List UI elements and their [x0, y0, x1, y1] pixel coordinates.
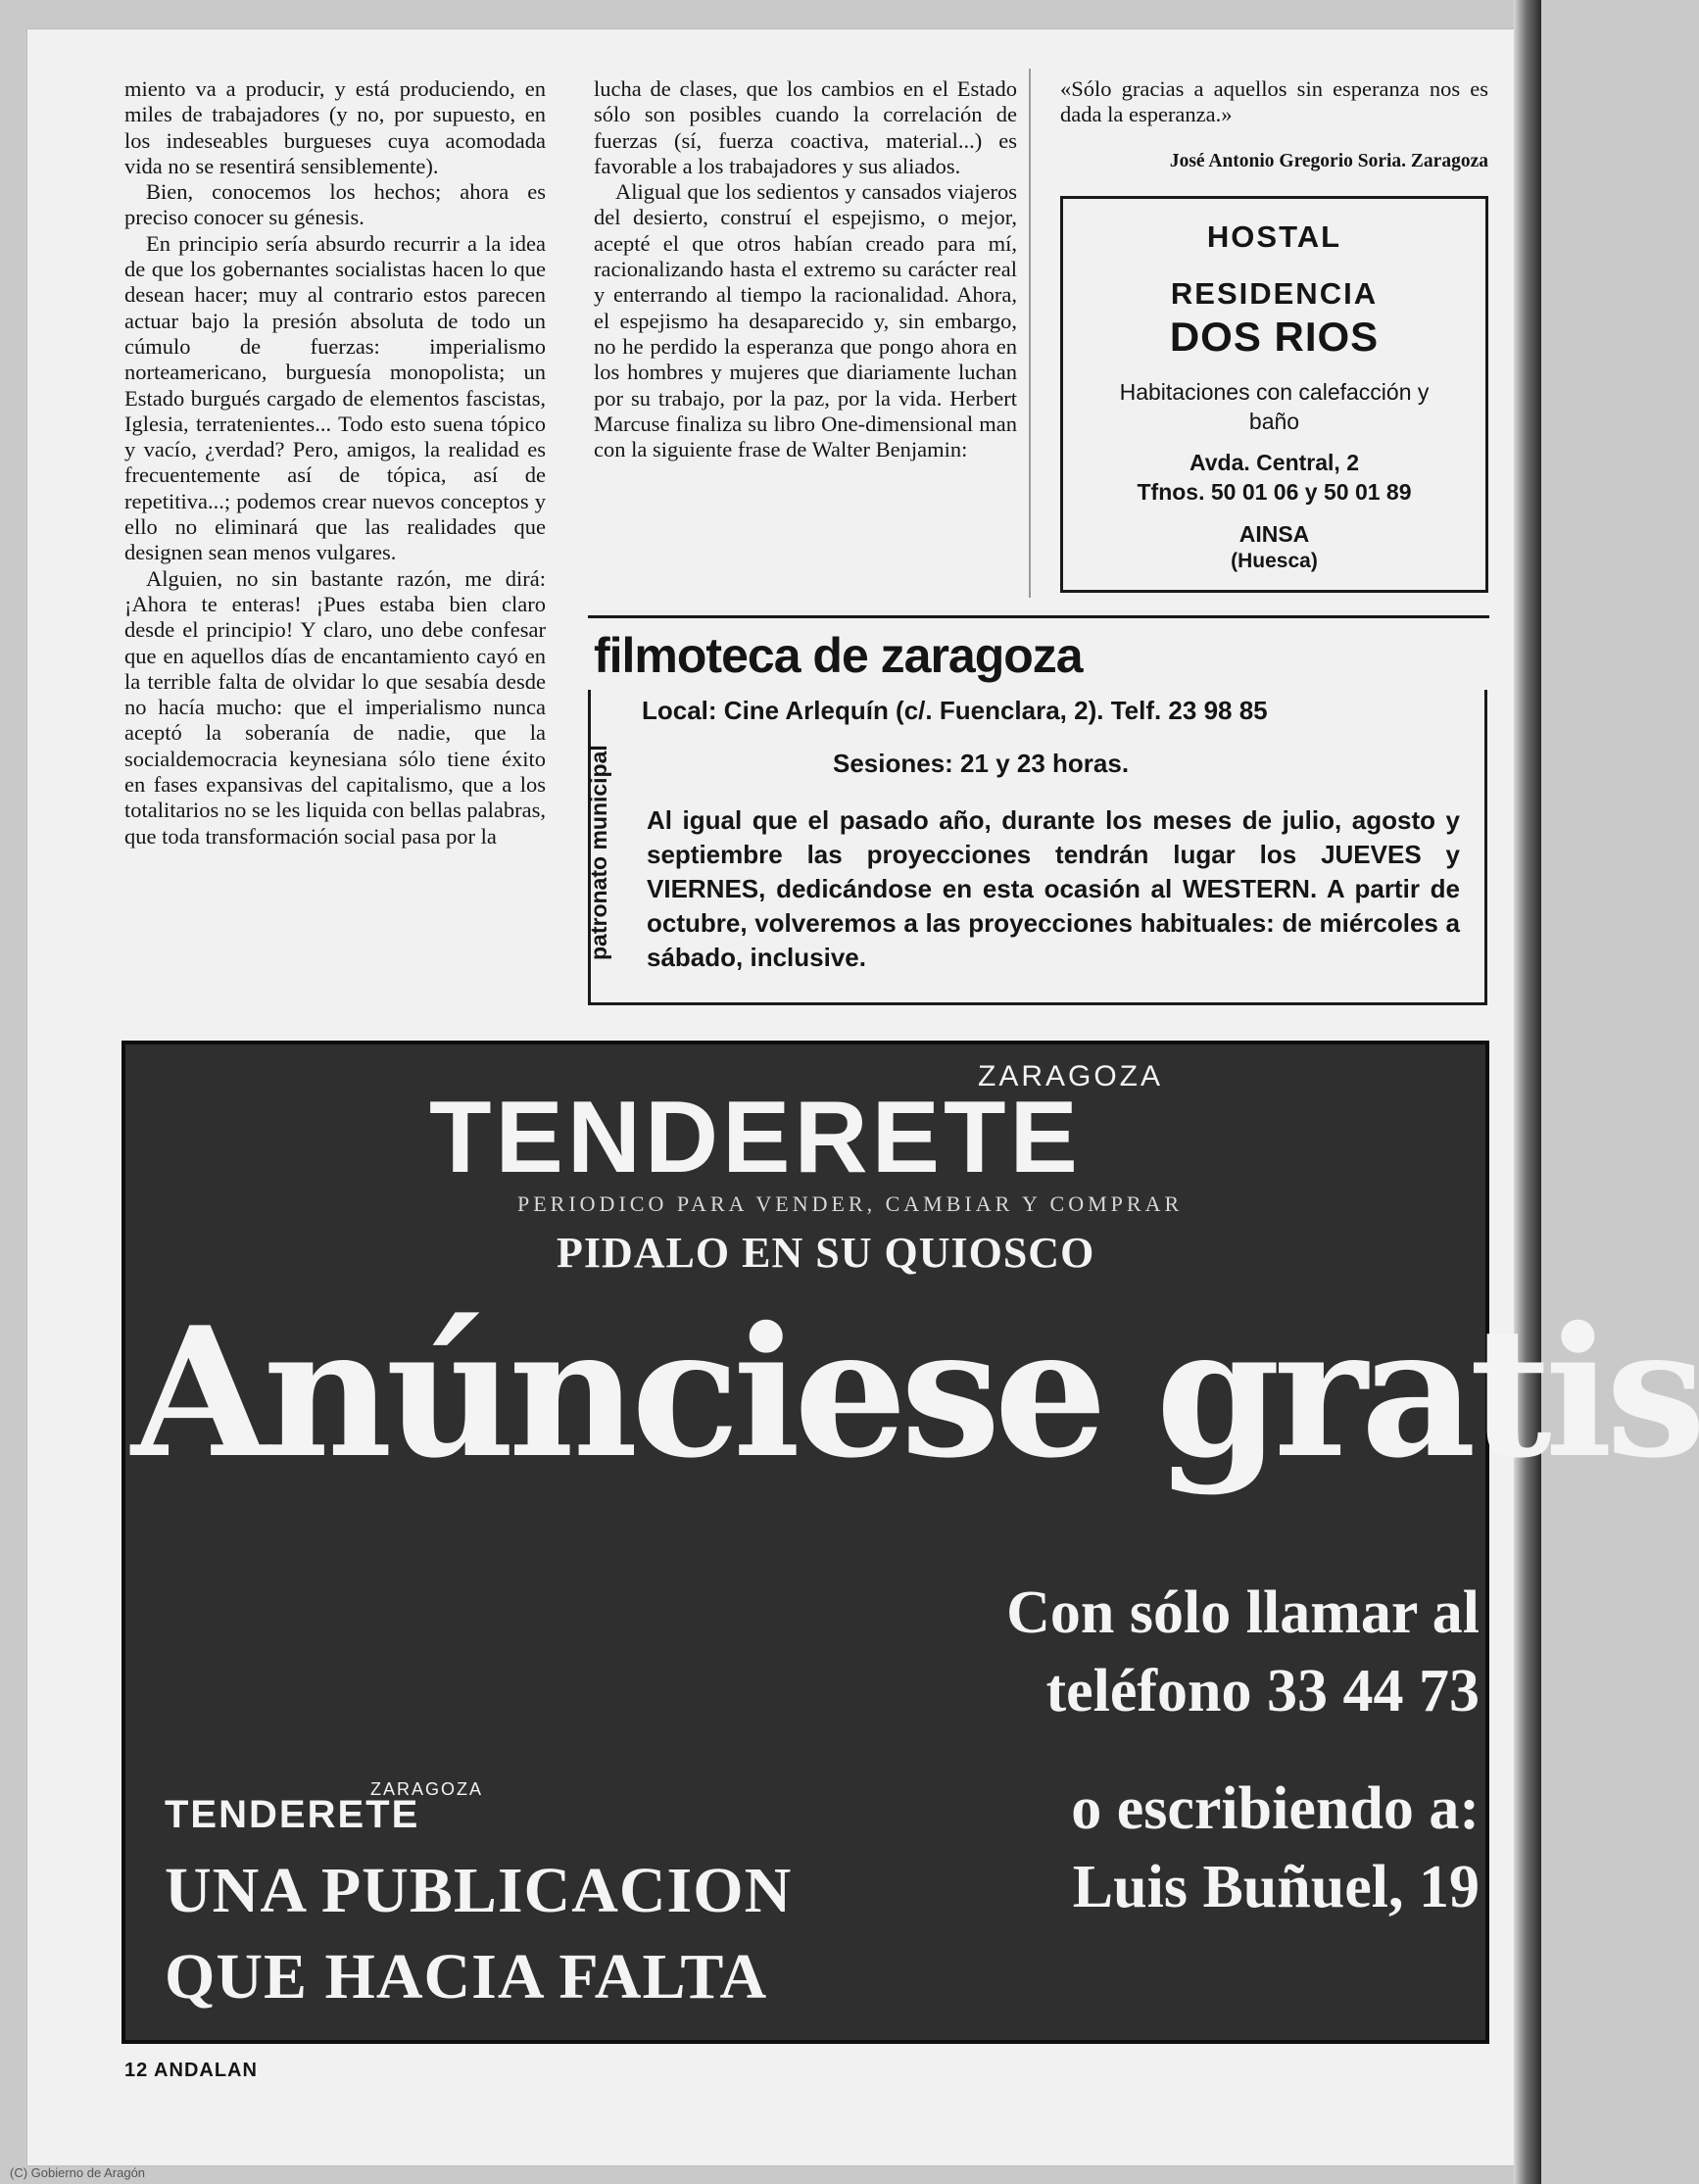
paragraph: En principio sería absurdo recurrir a la idea de que los gobernantes socialistas hacen lo que desean hacer; muy al contrario estos parecen actuar bajo la presión absoluta de todo un cúmulo de fuerzas: imperialismo norteamericano, burguesía monopolista; un Estado burgués cargado de elementos fascistas, Iglesia, terratenientes... Todo esto suena tópico y vacío, ¿verdad? Pero, amigos, la realidad es frecuentemente así de tópica, así de repetitiva...; podemos crear nuevos conceptos y ello no eliminará que las realidades que designen sean menos vulgares. [124, 230, 546, 565]
hostal-name: DOS RIOS [1169, 314, 1380, 360]
ad-write-text [1071, 1770, 1480, 1926]
patronato-label: patronato municipal [586, 745, 611, 960]
section-rule [588, 615, 1489, 618]
filmoteca-body: Al igual que el pasado año, durante los meses de julio, agosto y septiembre las proyecciones tendrán lugar los JUEVES y VIERNES, dedicándose en esta ocasión al WESTERN. A partir de octubre, volveremos a las proyecciones habituales: de miércoles a sábado, inclusive. [647, 805, 1460, 972]
ad-slogan [165, 1848, 792, 2020]
ad-call-text [1006, 1574, 1480, 1730]
ad-small-city: ZARAGOZA [370, 1779, 484, 1799]
hostal-province: (Huesca) [1231, 550, 1318, 572]
filmoteca-venue: Local: Cine Arlequín (c/. Fuenclara, 2). Telf. 23 98 85 [642, 696, 1268, 725]
filmoteca-title: filmoteca de zaragoza [594, 628, 1083, 683]
hostal-address: Avda. Central, 2 [1189, 450, 1359, 475]
hostal-label: HOSTAL [1206, 219, 1342, 254]
filmoteca-sessions: Sesiones: 21 y 23 horas. [833, 749, 1130, 778]
ad-phone-line: teléfono 33 44 73 [1045, 1658, 1480, 1724]
paragraph: Aligual que los sedientos y cansados viajeros del desierto, construí el espejismo, o mejor, acepté el que otros habían creado para mí, racionalizando hasta el extremo su carácter real y enterrando al tiempo la racionalidad. Ahora, el espejismo ha desaparecido y, sin embargo, no he perdido la esperanza que pongo ahora en los hombres y mujeres que diariamente luchan por su trabajo, por la paz, por la vida. Herbert Marcuse finaliza su libro One-dimensional man con la siguiente frase de Walter Benjamin: [594, 179, 1017, 462]
article-author: José Antonio Gregorio Soria. Zaragoza [1169, 151, 1488, 171]
hostal-advert [1060, 196, 1488, 593]
tenderete-advert [121, 1041, 1699, 2044]
paragraph: miento va a producir, y está produciendo, en miles de trabajadores (y no, por supuesto, en los indeseables burgueses cuya acomodada vida no se resentirá sensiblemente). [124, 76, 546, 178]
hostal-town: AINSA [1238, 521, 1310, 547]
ad-write-line: o escribiendo a: [1071, 1775, 1480, 1842]
hostal-rooms: Habitaciones con calefacción y baño [1119, 379, 1430, 434]
ad-headline: Anúnciese gratis [131, 1287, 1699, 1497]
ad-small-brand: TENDERETE [165, 1793, 420, 1836]
ad-city: ZARAGOZA [978, 1060, 1164, 1092]
page-edge [1514, 0, 1541, 2184]
page-footer: 12 ANDALAN [124, 2060, 258, 2081]
ad-brand-logo: TENDERETE [429, 1081, 1082, 1194]
column-divider [1029, 69, 1031, 598]
hostal-phones: Tfnos. 50 01 06 y 50 01 89 [1137, 479, 1412, 505]
ad-pidalo: PIDALO EN SU QUIOSCO [557, 1229, 1095, 1277]
paragraph: Bien, conocemos los hechos; ahora es preciso conocer su génesis. [124, 179, 546, 230]
ad-call-line: Con sólo llamar al [1006, 1579, 1480, 1646]
paragraph: Alguien, no sin bastante razón, me dirá: ¡Ahora te enteras! ¡Pues estaba bien claro desde el principio! Y claro, uno debe confesar que en aquellos días de encantamiento cayó en la terrible falta de olvidar lo que sesabía desde no hacía mucho: que el imperialismo nunca aceptó la soberanía de nadie, que la socialdemocracia keynesiana sólo tiene éxito en fases expansivas del capitalismo, que a los totalitarios no se les liquida con bellas palabras, que toda transformación social pasa por la [124, 565, 546, 849]
quote-text: «Sólo gracias a aquellos sin esperanza nos es dada la esperanza.» [1060, 76, 1488, 126]
residencia-label: RESIDENCIA [1170, 276, 1379, 311]
article-column-2 [594, 76, 1017, 462]
ad-subtitle: PERIODICO PARA VENDER, CAMBIAR Y COMPRAR [517, 1191, 1184, 1216]
ad-slogan-line: QUE HACIA FALTA [165, 1941, 768, 2013]
ad-address-line: Luis Buñuel, 19 [1072, 1854, 1480, 1920]
ad-slogan-line: UNA PUBLICACION [165, 1855, 793, 1926]
quote-block [1060, 76, 1488, 174]
paragraph: lucha de clases, que los cambios en el Estado sólo son posibles cuando la correlación de fuerzas (sí, fuerza coactiva, material...) es favorable a los trabajadores y sus aliados. [594, 76, 1017, 178]
article-column-1 [124, 76, 546, 849]
image-credit: (C) Gobierno de Aragón [10, 2165, 146, 2180]
filmoteca-notice [588, 627, 1489, 1011]
